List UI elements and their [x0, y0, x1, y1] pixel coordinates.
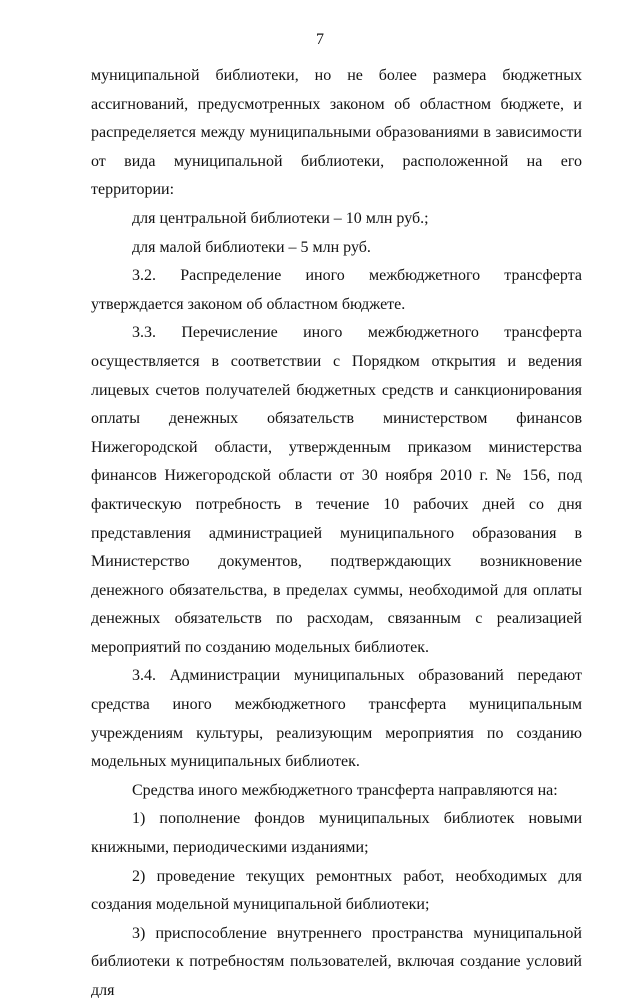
paragraph-3-4: 3.4. Администрации муниципальных образований передают средства иного межбюджетного трансферта муниципальным учреждениям культуры, реализующим мероприятия по созданию модельных муниципальных библиотек. [91, 667, 582, 771]
list-item-1: 1) пополнение фондов муниципальных библиотек новыми книжными, периодическими изданиями; [91, 810, 582, 857]
list-item-2: 2) проведение текущих ремонтных работ, необходимых для создания модельной муниципальной библиотеки; [91, 867, 582, 914]
paragraph-3-2: 3.2. Распределение иного межбюджетного трансферта утверждается законом об областном бюджете. [91, 267, 582, 313]
page-number: 7 [316, 31, 324, 48]
list-item-3: 3) приспособление внутреннего пространства муниципальной библиотеки к потребностям пользователей, включая создание условий для [91, 924, 582, 999]
paragraph-small-library: для малой библиотеки – 5 млн руб. [132, 238, 371, 256]
paragraph-central-library: для центральной библиотеки – 10 млн руб.; [132, 209, 429, 227]
document-body [91, 62, 582, 1006]
paragraph-budget-allocation: муниципальной библиотеки, но не более размера бюджетных ассигнований, предусмотренных законом об областном бюджете, и распределяется между муниципальными образованиями в зависимости от вида муниципальной библиотеки, расположенной на его территории: [91, 67, 582, 199]
paragraph-3-3: 3.3. Перечисление иного межбюджетного трансферта осуществляется в соответствии с Порядком открытия и ведения лицевых счетов получателей бюджетных средств и санкционирования оплаты денежных обязательств министерством финансов Нижегородской области, утвержденным приказом министерства финансов Нижегородской области от 30 ноября 2010 г. № 156, под фактическую потребность в течение 10 рабочих дней со дня представления администрацией муниципального образования в Министерство документов, подтверждающих возникновение денежного обязательства, в пределах суммы, необходимой для оплаты денежных обязательств по расходам, связанным с реализацией мероприятий по созданию модельных библиотек. [91, 324, 582, 656]
paragraph-funds-directed: Средства иного межбюджетного трансферта направляются на: [132, 781, 558, 799]
